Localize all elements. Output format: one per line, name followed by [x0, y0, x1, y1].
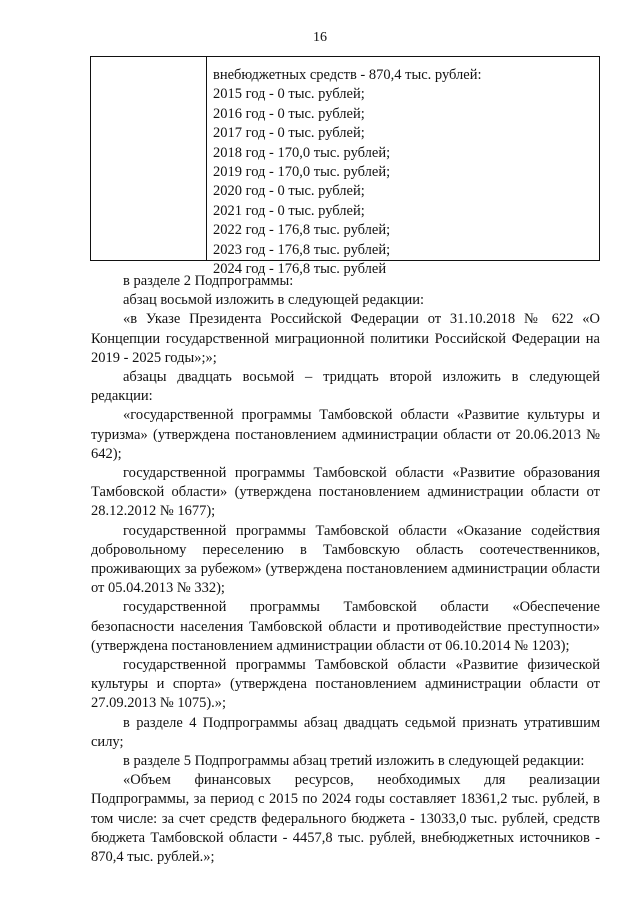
paragraph: «Объем финансовых ресурсов, необходимых для реализации Подпрограммы, за период с 2015 по 2024 годы составляет 18361,2 тыс. рублей, в том числе: за счет средств федерального бюджета - 13033,0 тыс. рублей, средств бюджета Тамбовской области - 4457,8 тыс. рублей, внебюджетных источников - 870,4 тыс. рублей.»; [91, 772, 600, 866]
paragraph: абзац восьмой изложить в следующей редакции: [123, 292, 425, 309]
paragraph: в разделе 4 Подпрограммы абзац двадцать седьмой признать утратившим силу; [91, 714, 600, 750]
budget-line: 2016 год - 0 тыс. рублей; [213, 105, 365, 122]
paragraph: государственной программы Тамбовской области «Оказание содействия добровольному переселению в Тамбовскую область соотечественников, проживающих за рубежом» (утверждена постановлением администрации области от 05.04.2013 № 332); [91, 522, 600, 597]
budget-line: 2023 год - 176,8 тыс. рублей; [213, 241, 391, 258]
paragraph: абзацы двадцать восьмой – тридцать второй изложить в следующей редакции: [91, 369, 600, 405]
budget-line: 2021 год - 0 тыс. рублей; [213, 202, 365, 219]
paragraph: государственной программы Тамбовской области «Обеспечение безопасности населения Тамбовской области и противодействие преступности» (утверждена постановлением администрации области от 06.10.2014 № 1203); [91, 599, 600, 654]
budget-line: 2017 год - 0 тыс. рублей; [213, 125, 365, 142]
paragraph: государственной программы Тамбовской области «Развитие физической культуры и спорта» (утверждена постановлением администрации области от 27.09.2013 № 1075).»; [91, 657, 600, 712]
paragraph: «государственной программы Тамбовской области «Развитие культуры и туризма» (утверждена постановлением администрации области от 20.06.2013 № 642); [91, 407, 600, 462]
budget-line: 2020 год - 0 тыс. рублей; [213, 183, 365, 200]
paragraph: «в Указе Президента Российской Федерации от 31.10.2018 № 622 «О Концепции государственной миграционной политики Российской Федерации на 2019 - 2025 годы»;»; [91, 311, 600, 366]
page-number: 16 [313, 30, 327, 45]
paragraph: в разделе 5 Подпрограммы абзац третий изложить в следующей редакции: [123, 753, 585, 770]
budget-line: 2019 год - 170,0 тыс. рублей; [213, 164, 391, 181]
body-text [91, 272, 600, 867]
budget-line: 2024 год - 176,8 тыс. рублей [213, 261, 387, 278]
table-cell-empty [91, 57, 207, 260]
budget-line: 2022 год - 176,8 тыс. рублей; [213, 222, 391, 239]
budget-table [90, 56, 600, 278]
budget-line: 2018 год - 170,0 тыс. рублей; [213, 144, 391, 161]
table-cell-budget [207, 57, 599, 278]
paragraph: государственной программы Тамбовской области «Развитие образования Тамбовской области» (утверждена постановлением администрации области от 28.12.2012 № 1677); [91, 465, 600, 520]
budget-line: 2015 год - 0 тыс. рублей; [213, 86, 365, 103]
budget-line: внебюджетных средств - 870,4 тыс. рублей: [213, 67, 482, 83]
paragraph: в разделе 2 Подпрограммы: [123, 273, 294, 289]
